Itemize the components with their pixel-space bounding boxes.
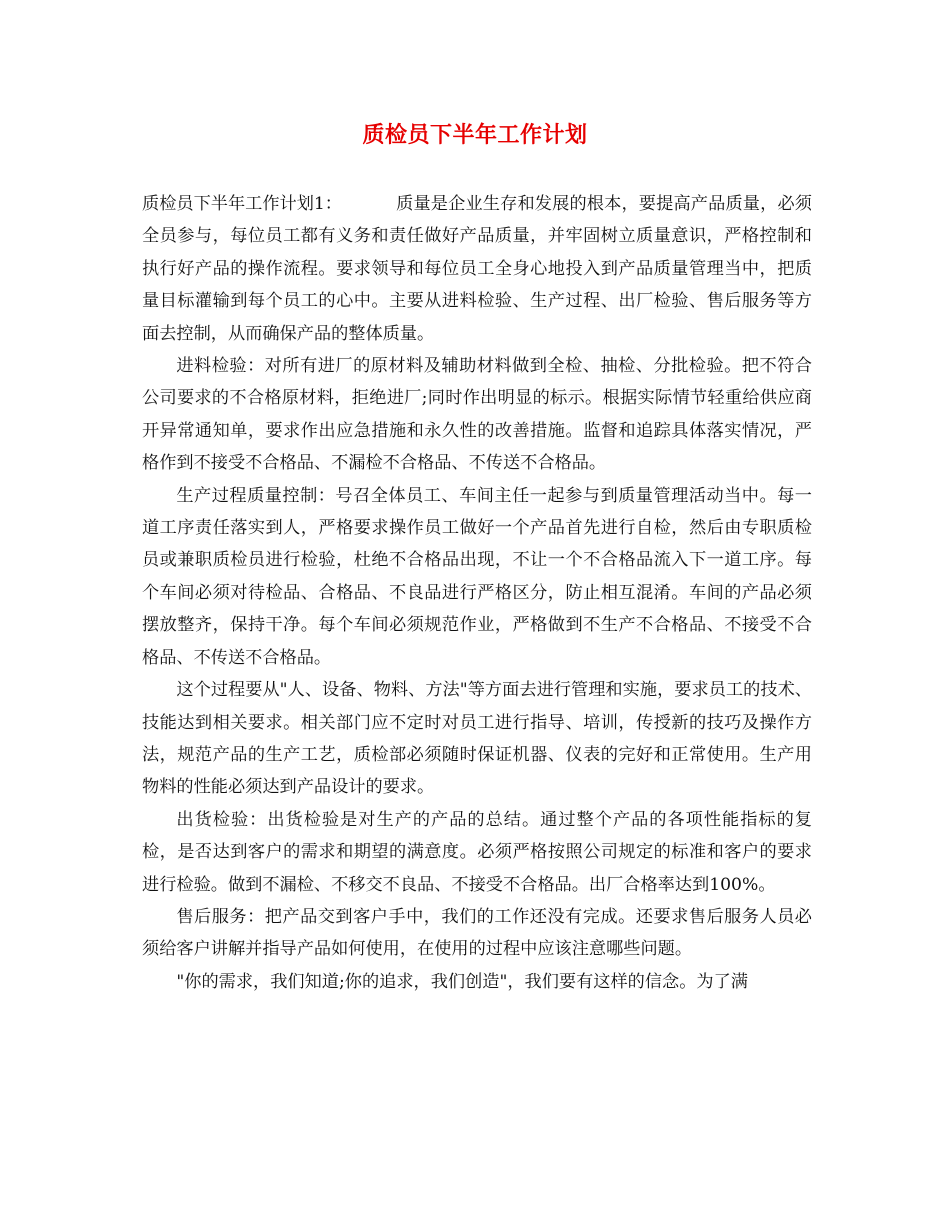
document-title: 质检员下半年工作计划 bbox=[362, 122, 588, 148]
paragraph-incoming-inspection: 进料检验：对所有进厂的原材料及辅助材料做到全检、抽检、分批检验。把不符合公司要求的不合格原材料，拒绝进厂;同时作出明显的标示。根据实际情节轻重给供应商开异常通知单，要求作出应急措施和永久性的改善措施。监督和追踪具体落实情况，严格作到不接受不合格品、不漏检不合格品、不传送不合格品。 bbox=[142, 356, 812, 474]
lead-paragraph bbox=[142, 188, 812, 350]
lead-label: 质检员下半年工作计划1： bbox=[142, 194, 342, 214]
paragraph-shipping-inspection: 出货检验：出货检验是对生产的产品的总结。通过整个产品的各项性能指标的复检，是否达到客户的需求和期望的满意度。必须严格按照公司规定的标准和客户的要求进行检验。做到不漏检、不移交不良品、不接受不合格品。出厂合格率达到100%。 bbox=[142, 809, 812, 895]
paragraph-after-sales: 售后服务：把产品交到客户手中，我们的工作还没有完成。还要求售后服务人员必须给客户讲解并指导产品如何使用，在使用的过程中应该注意哪些问题。 bbox=[142, 906, 812, 960]
lead-text: 质量是企业生存和发展的根本，要提高产品质量，必须全员参与，每位员工都有义务和责任做好产品质量，并牢固树立质量意识，严格控制和执行好产品的操作流程。要求领导和每位员工全身心地投入到产品质量管理当中，把质量目标灌输到每个员工的心中。主要从进料检验、生产过程、出厂检验、售后服务等方面去控制，从而确保产品的整体质量。 bbox=[142, 194, 812, 344]
paragraph-belief: "你的需求，我们知道;你的追求，我们创造"，我们要有这样的信念。为了满 bbox=[176, 971, 748, 992]
document-body bbox=[142, 188, 812, 998]
paragraph-process-management: 这个过程要从"人、设备、物料、方法"等方面去进行管理和实施，要求员工的技术、技能达到相关要求。相关部门应不定时对员工进行指导、培训，传授新的技巧及操作方法，规范产品的生产工艺，质检部必须随时保证机器、仪表的完好和正常使用。生产用物料的性能必须达到产品设计的要求。 bbox=[142, 680, 812, 798]
paragraph-production-control: 生产过程质量控制：号召全体员工、车间主任一起参与到质量管理活动当中。每一道工序责任落实到人，严格要求操作员工做好一个产品首先进行自检，然后由专职质检员或兼职质检员进行检验，杜绝不合格品出现，不让一个不合格品流入下一道工序。每个车间必须对待检品、合格品、不良品进行严格区分，防止相互混淆。车间的产品必须摆放整齐，保持干净。每个车间必须规范作业，严格做到不生产不合格品、不接受不合格品、不传送不合格品。 bbox=[142, 485, 812, 668]
